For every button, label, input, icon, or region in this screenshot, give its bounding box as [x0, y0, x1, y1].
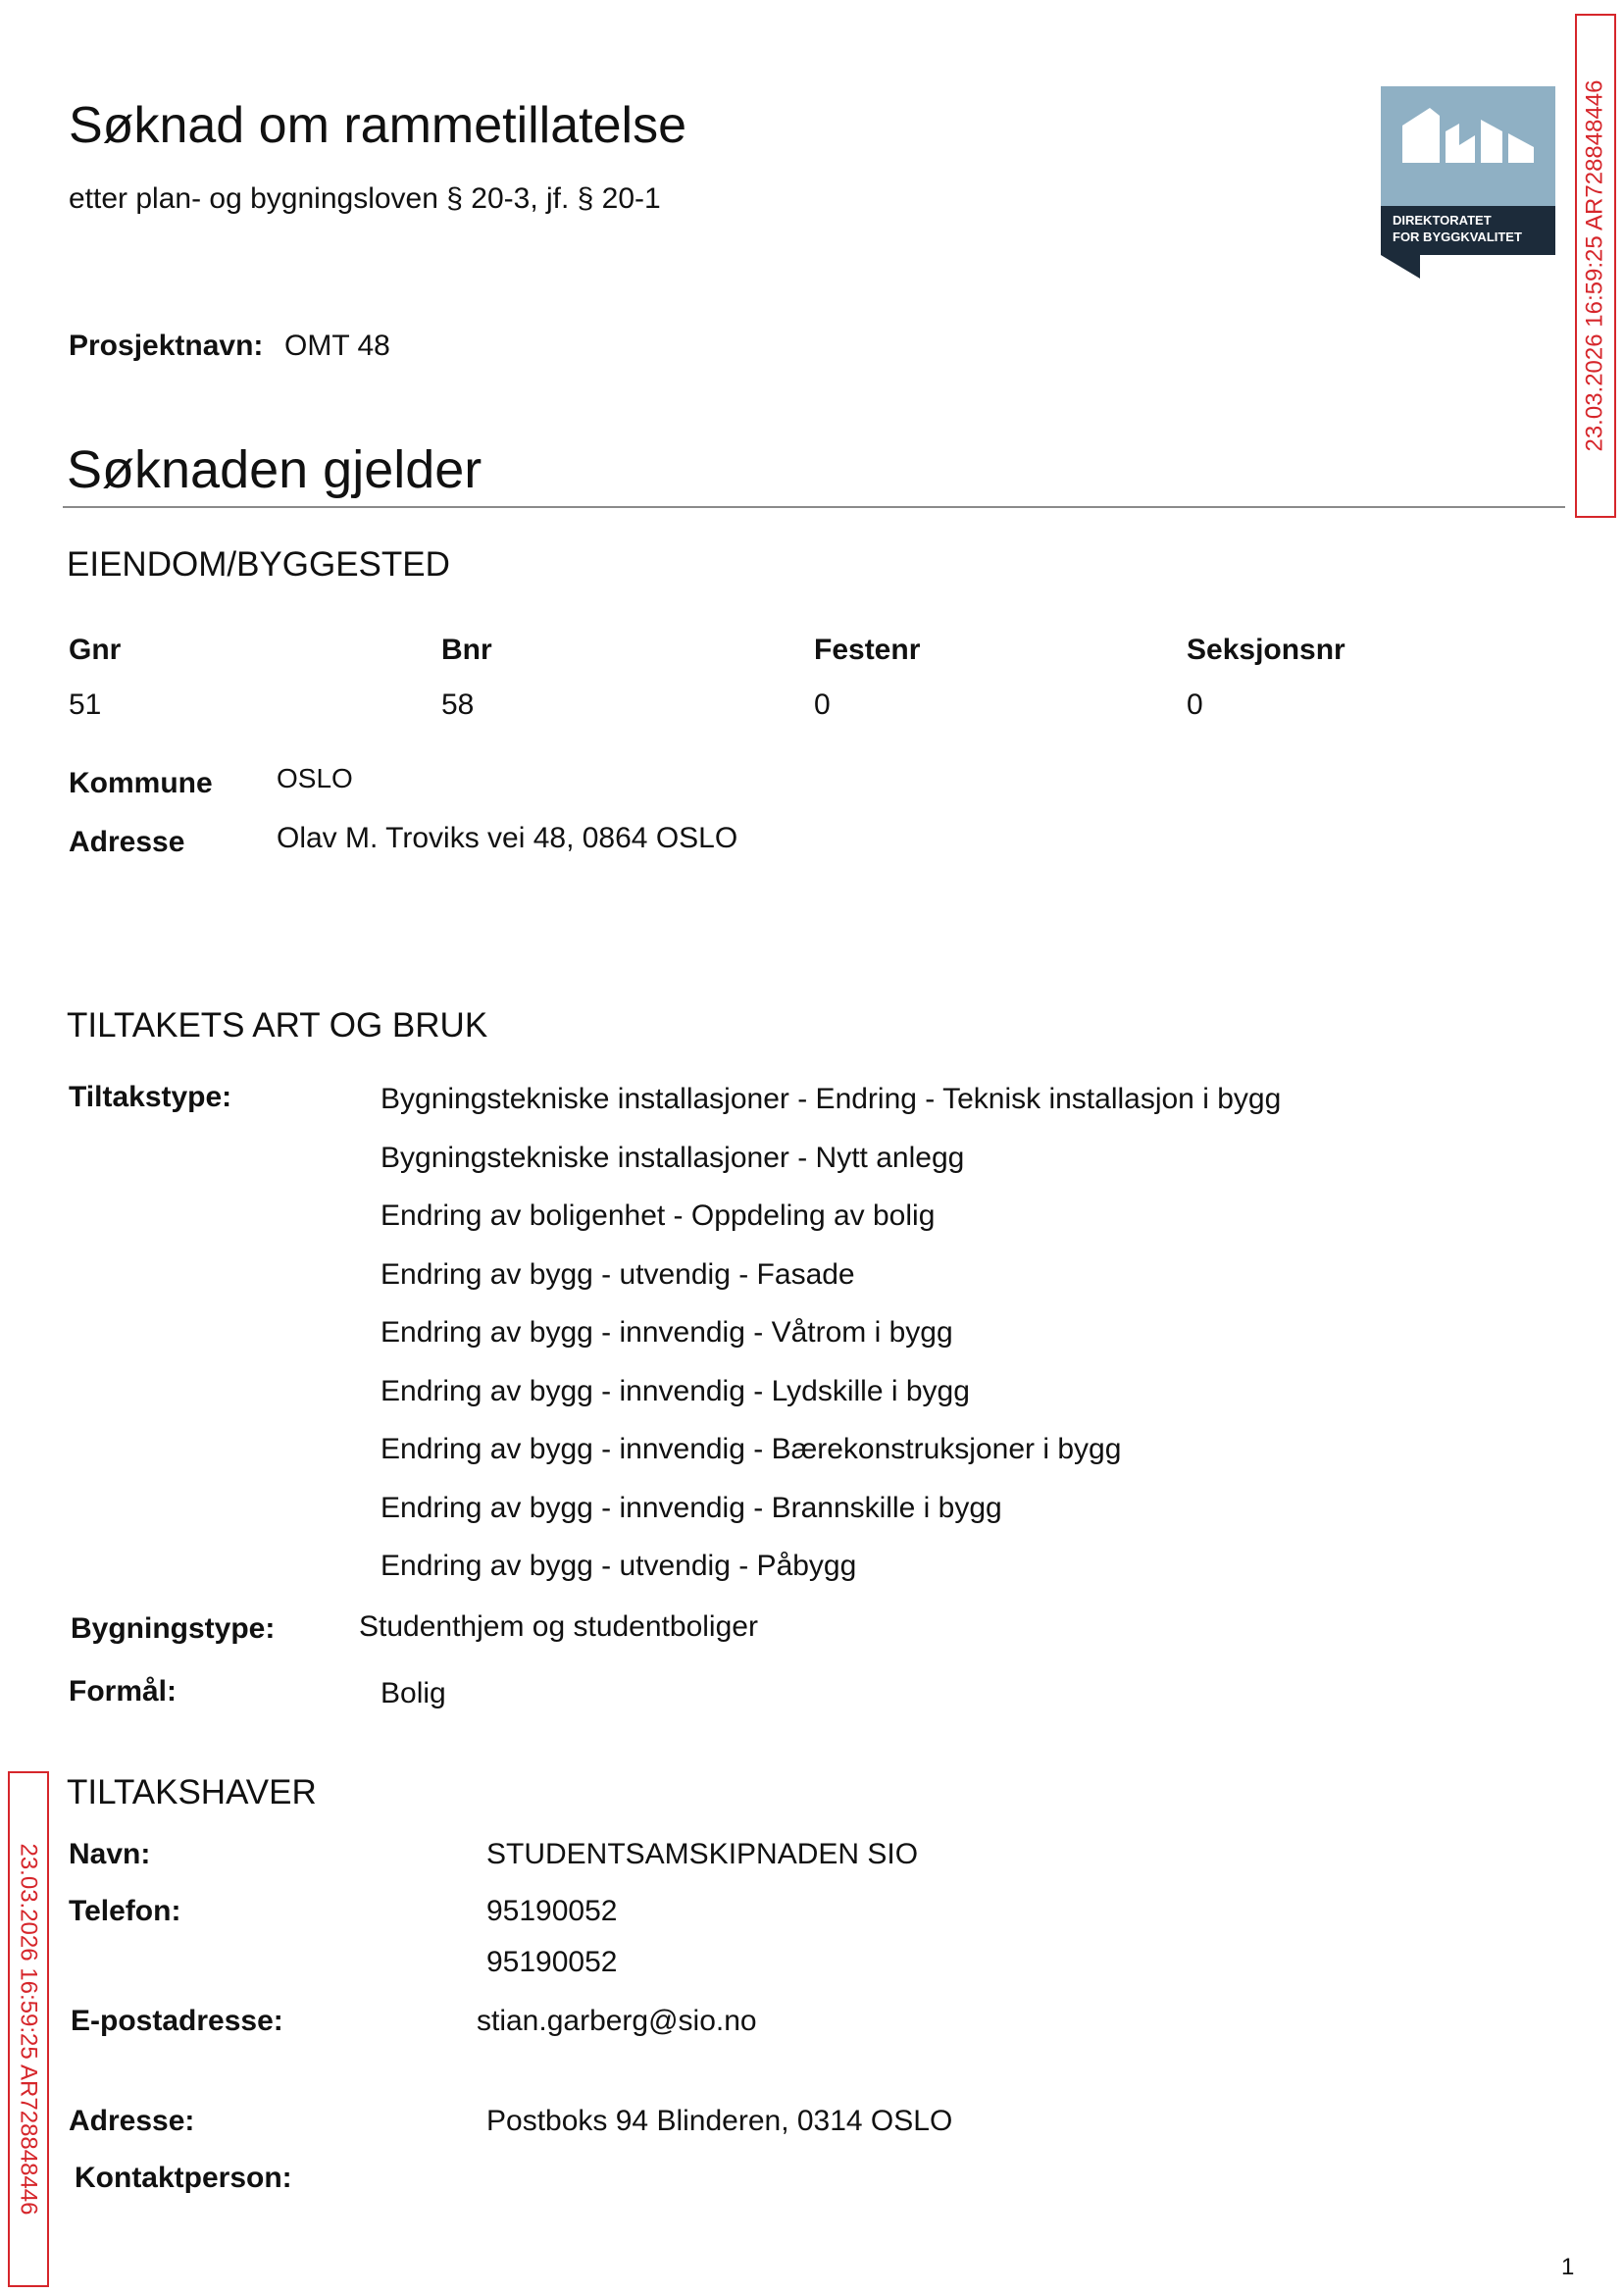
telefon-label: Telefon:: [69, 1895, 181, 1927]
section-divider: [63, 506, 1565, 508]
tiltak-heading: TILTAKETS ART OG BRUK: [67, 1006, 488, 1045]
dibk-logo-icon: [1381, 86, 1555, 279]
eiendom-heading: EIENDOM/BYGGESTED: [67, 545, 450, 584]
project-value: OMT 48: [284, 330, 390, 362]
telefon-value: 95190052: [486, 1946, 618, 1978]
list-item: Bygningstekniske installasjoner - Nytt anlegg: [381, 1141, 965, 1174]
navn-label: Navn:: [69, 1838, 151, 1870]
formal-value: Bolig: [381, 1677, 446, 1709]
festenr-label: Festenr: [814, 634, 921, 666]
document-subtitle: etter plan- og bygningsloven § 20-3, jf. § 20-1: [69, 182, 661, 215]
section-title: Søknaden gjelder: [67, 440, 482, 499]
list-item: Bygningstekniske installasjoner - Endring - Teknisk installasjon i bygg: [381, 1083, 1282, 1115]
adresse-value: Olav M. Troviks vei 48, 0864 OSLO: [277, 822, 738, 854]
telefon-value: 95190052: [486, 1895, 618, 1927]
tiltakstype-label: Tiltakstype:: [69, 1081, 232, 1113]
epost-value: stian.garberg@sio.no: [477, 2005, 757, 2037]
bnr-value: 58: [441, 688, 475, 721]
adresse-label: Adresse:: [69, 2105, 195, 2137]
gnr-label: Gnr: [69, 634, 122, 666]
bnr-label: Bnr: [441, 634, 492, 666]
timestamp-stamp-left: [8, 1771, 49, 2287]
timestamp-stamp-top: [1575, 14, 1616, 518]
list-item: Endring av bygg - utvendig - Påbygg: [381, 1550, 857, 1582]
festenr-value: 0: [814, 688, 831, 721]
list-item: Endring av bygg - utvendig - Fasade: [381, 1257, 855, 1291]
kommune-value: OSLO: [277, 763, 353, 793]
list-item: Endring av bygg - innvendig - Bærekonstruksjoner i bygg: [381, 1433, 1122, 1465]
bygningstype-label: Bygningstype:: [71, 1612, 276, 1645]
seksjonsnr-label: Seksjonsnr: [1187, 634, 1345, 666]
stamp-text: 23.03.2026 16:59:25 AR728848446: [16, 1843, 42, 2216]
navn-value: STUDENTSAMSKIPNADEN SIO: [486, 1838, 919, 1870]
tiltakshaver-heading: TILTAKSHAVER: [67, 1773, 317, 1811]
seksjonsnr-value: 0: [1187, 688, 1203, 721]
adresse-label: Adresse: [69, 826, 185, 858]
adresse-value: Postboks 94 Blinderen, 0314 OSLO: [486, 2105, 953, 2137]
logo-line1: DIREKTORATET: [1393, 213, 1492, 228]
page-number: 1: [1561, 2254, 1575, 2280]
list-item: Endring av boligenhet - Oppdeling av bolig: [381, 1199, 936, 1232]
gnr-value: 51: [69, 688, 102, 721]
list-item: Endring av bygg - innvendig - Lydskille i bygg: [381, 1374, 970, 1407]
list-item: Endring av bygg - innvendig - Våtrom i bygg: [381, 1316, 953, 1349]
list-item: Endring av bygg - innvendig - Brannskille i bygg: [381, 1491, 1002, 1524]
dibk-logo: [1381, 86, 1555, 283]
logo-line2: FOR BYGGKVALITET: [1393, 229, 1522, 244]
formal-label: Formål:: [69, 1675, 178, 1708]
kontaktperson-label: Kontaktperson:: [75, 2162, 292, 2194]
document-title: Søknad om rammetillatelse: [69, 97, 686, 154]
kommune-label: Kommune: [69, 767, 213, 799]
stamp-text: 23.03.2026 16:59:25 AR728848446: [1582, 79, 1608, 452]
bygningstype-value: Studenthjem og studentboliger: [359, 1610, 758, 1643]
epost-label: E-postadresse:: [71, 2005, 283, 2037]
tiltakstype-list: [381, 1083, 1281, 1608]
project-label: Prosjektnavn:: [69, 330, 264, 362]
